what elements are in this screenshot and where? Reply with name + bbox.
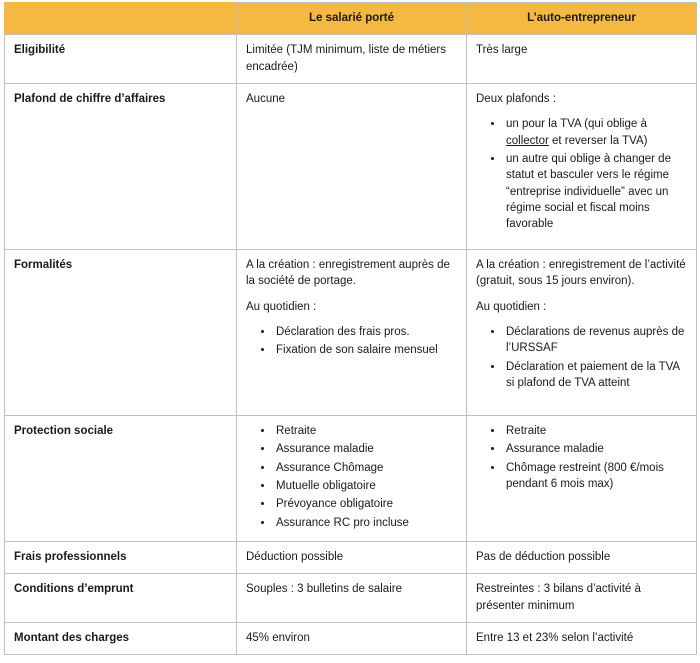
row-header-label: Frais professionnels	[5, 541, 237, 573]
list-item: • un pour la TVA (qui oblige à collector et reverser la TVA)	[504, 116, 687, 149]
cell-paragraph: Limitée (TJM minimum, liste de métiers encadrée)	[246, 44, 447, 73]
list-item: • Assurance maladie	[504, 441, 687, 457]
list-item: • Assurance Chômage	[274, 460, 457, 476]
cell-paragraph: Aucune	[246, 92, 286, 105]
list-item: • Assurance RC pro incluse	[274, 515, 457, 531]
table-header	[5, 3, 697, 35]
cell-auto-entrepreneur	[467, 249, 697, 415]
cell-paragraph: Deux plafonds :	[476, 92, 556, 105]
table-row	[5, 35, 697, 84]
table-row	[5, 249, 697, 415]
row-header-label: Plafond de chiffre d’affaires	[5, 83, 237, 249]
row-header-label: Eligibilité	[5, 35, 237, 84]
list-item: • Déclaration et paiement de la TVA si plafond de TVA atteint	[504, 359, 687, 392]
list-item: • Prévoyance obligatoire	[274, 496, 457, 512]
cell-auto-entrepreneur	[467, 415, 697, 541]
list-item: • Déclaration des frais pros.	[274, 324, 457, 340]
table-row	[5, 622, 697, 654]
cell-salarie-porte	[237, 622, 467, 654]
cell-paragraph: Pas de déduction possible	[476, 550, 611, 563]
column-header-auto-entrepreneur: L’auto-entrepreneur	[467, 3, 697, 35]
list-item: • Assurance maladie	[274, 441, 457, 457]
list-item: • Fixation de son salaire mensuel	[274, 342, 457, 358]
cell-bullet-list	[476, 423, 687, 492]
cell-salarie-porte	[237, 249, 467, 415]
cell-paragraph: A la création : enregistrement auprès de la société de portage.	[246, 258, 450, 288]
cell-bullet-list	[476, 116, 687, 232]
cell-auto-entrepreneur	[467, 35, 697, 84]
cell-bullet-list	[476, 324, 687, 391]
cell-bullet-list	[246, 324, 457, 359]
cell-paragraph: Au quotidien :	[246, 300, 317, 313]
row-header-label: Protection sociale	[5, 415, 237, 541]
cell-salarie-porte	[237, 83, 467, 249]
table-row	[5, 574, 697, 623]
row-header-label: Conditions d’emprunt	[5, 574, 237, 623]
cell-salarie-porte	[237, 415, 467, 541]
table-row	[5, 415, 697, 541]
cell-bullet-list	[246, 423, 457, 531]
cell-salarie-porte	[237, 574, 467, 623]
cell-paragraph: Restreintes : 3 bilans d’activité à présenter minimum	[476, 583, 641, 612]
list-item: • Chômage restreint (800 €/mois pendant 6 mois max)	[504, 460, 687, 493]
cell-paragraph: A la création : enregistrement de l’activité (gratuit, sous 15 jours environ).	[476, 258, 686, 288]
cell-paragraph: Entre 13 et 23% selon l’activité	[476, 631, 634, 644]
column-header-blank	[5, 3, 237, 35]
table-body	[5, 35, 697, 655]
cell-paragraph: Au quotidien :	[476, 300, 547, 313]
cell-salarie-porte	[237, 35, 467, 84]
cell-auto-entrepreneur	[467, 541, 697, 573]
comparison-table	[4, 2, 697, 655]
list-item: • Retraite	[504, 423, 687, 439]
cell-paragraph: Déduction possible	[246, 550, 344, 563]
cell-auto-entrepreneur	[467, 83, 697, 249]
cell-paragraph: Très large	[476, 44, 528, 57]
list-item: • Retraite	[274, 423, 457, 439]
column-header-salarie-porte: Le salarié porté	[237, 3, 467, 35]
table-row	[5, 541, 697, 573]
cell-paragraph: Souples : 3 bulletins de salaire	[246, 583, 402, 596]
row-header-label: Montant des charges	[5, 622, 237, 654]
cell-auto-entrepreneur	[467, 622, 697, 654]
row-header-label: Formalités	[5, 249, 237, 415]
table-header-row	[5, 3, 697, 35]
list-item: • Déclarations de revenus auprès de l’URSSAF	[504, 324, 687, 357]
table-row	[5, 83, 697, 249]
list-item: • un autre qui oblige à changer de statut et basculer vers le régime “entreprise individuelle” avec un régime social et fiscal moins favorable	[504, 151, 687, 233]
cell-paragraph: 45% environ	[246, 631, 310, 644]
cell-salarie-porte	[237, 541, 467, 573]
list-item: • Mutuelle obligatoire	[274, 478, 457, 494]
cell-auto-entrepreneur	[467, 574, 697, 623]
